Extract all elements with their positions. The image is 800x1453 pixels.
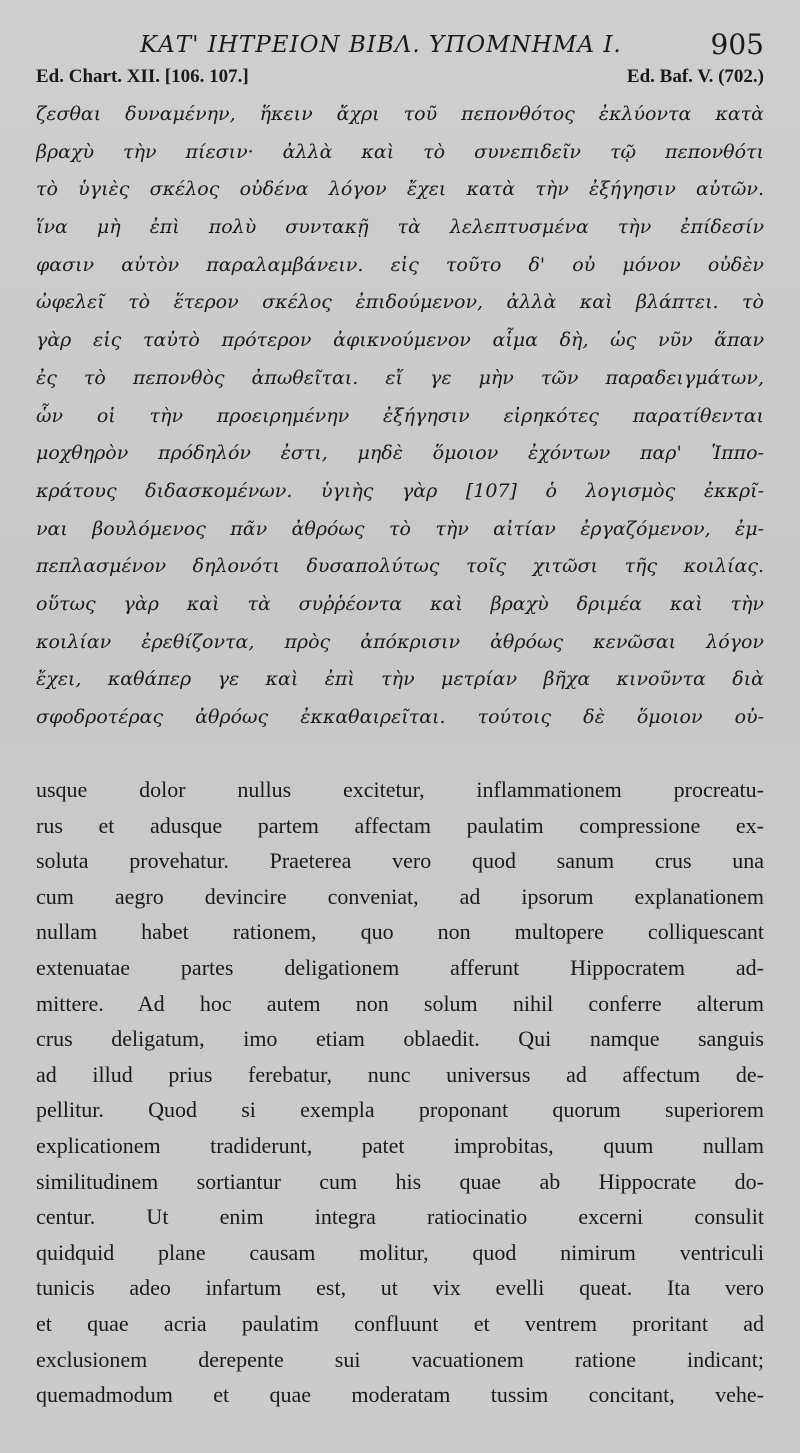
- latin-text-line: soluta provehatur. Praeterea vero quod sanum crus una: [36, 848, 764, 874]
- greek-text-line: ναι βουλόμενος πᾶν ἀθρόως τὸ τὴν αἰτίαν ἐργαζόμενον, ἐμ-: [36, 517, 764, 540]
- latin-text-line: extenuatae partes deligationem afferunt Hippocratem ad-: [36, 954, 764, 980]
- greek-text-line: γὰρ εἰς ταὐτὸ πρότερον ἀφικνούμενον αἷμα δὴ, ὡς νῦν ἅπαν: [36, 329, 764, 352]
- edition-reference-line: [36, 66, 764, 92]
- latin-text-line: quidquid plane causam molitur, quod nimirum ventriculi: [36, 1239, 764, 1265]
- greek-text-block: [36, 96, 764, 737]
- greek-text-line: πεπλασμένον δηλονότι δυσαπολύτως τοῖς χιτῶσι τῆς κοιλίας.: [36, 555, 764, 578]
- latin-text-line: quemadmodum et quae moderatam tussim concitant, vehe-: [36, 1382, 764, 1408]
- running-head: [0, 28, 800, 64]
- latin-text-block: [36, 772, 764, 1413]
- greek-text-line: ζεσθαι δυναμένην, ἥκειν ἄχρι τοῦ πεπονθότος ἐκλύοντα κατὰ: [36, 103, 764, 125]
- greek-text-line: τὸ ὑγιὲς σκέλος οὐδένα λόγον ἔχει κατὰ τὴν ἐξήγησιν αὐτῶν.: [36, 178, 764, 201]
- latin-text-line: cum aegro devincire conveniat, ad ipsorum explanationem: [36, 883, 764, 909]
- latin-text-line: tunicis adeo infartum est, ut vix evelli queat. Ita vero: [36, 1275, 764, 1301]
- greek-text-line: βραχὺ τὴν πίεσιν· ἀλλὰ καὶ τὸ συνεπιδεῖν τῷ πεπονθότι: [36, 140, 764, 163]
- latin-text-line: similitudinem sortiantur cum his quae ab Hippocrate do-: [36, 1168, 764, 1194]
- latin-text-line: ad illud prius ferebatur, nunc universus ad affectum de-: [36, 1061, 764, 1087]
- latin-text-line: nullam habet rationem, quo non multopere colliquescant: [36, 919, 764, 945]
- greek-text-line: φασιν αὐτὸν παραλαμβάνειν. εἰς τοῦτο δ' οὐ μόνον οὐδὲν: [36, 253, 764, 276]
- latin-text-line: pellitur. Quod si exempla proponant quorum superiorem: [36, 1097, 764, 1123]
- running-title: ΚΑΤ' ΙΗΤΡΕΙΟΝ ΒΙΒΛ. ΥΠΟΜΝΗΜΑ Ι.: [140, 32, 622, 58]
- latin-text-line: exclusionem derepente sui vacuationem ratione indicant;: [36, 1346, 764, 1372]
- latin-text-line: mittere. Ad hoc autem non solum nihil conferre alterum: [36, 990, 764, 1016]
- page-number: 905: [710, 28, 764, 61]
- greek-text-line: ἐς τὸ πεπονθὸς ἀπωθεῖται. εἴ γε μὴν τῶν παραδειγμάτων,: [36, 366, 764, 389]
- greek-text-line: οὕτως γὰρ καὶ τὰ συῤῥέοντα καὶ βραχὺ δριμέα καὶ τὴν: [36, 592, 764, 615]
- latin-text-line: usque dolor nullus excitetur, inflammationem procreatu-: [36, 777, 764, 802]
- greek-text-line: κοιλίαν ἐρεθίζοντα, πρὸς ἀπόκρισιν ἀθρόως κενῶσαι λόγον: [36, 630, 764, 653]
- latin-text-line: crus deligatum, imo etiam oblaedit. Qui namque sanguis: [36, 1026, 764, 1052]
- greek-text-line: ὠφελεῖ τὸ ἕτερον σκέλος ἐπιδούμενον, ἀλλὰ καὶ βλάπτει. τὸ: [36, 291, 764, 314]
- greek-text-line: ἵνα μὴ ἐπὶ πολὺ συντακῇ τὰ λελεπτυσμένα τὴν ἐπίδεσίν: [36, 216, 764, 239]
- latin-text-line: rus et adusque partem affectam paulatim compressione ex-: [36, 812, 764, 838]
- greek-text-line: σφοδροτέρας ἀθρόως ἐκκαθαιρεῖται. τούτοις δὲ ὅμοιον οὐ-: [36, 706, 764, 728]
- latin-text-line: et quae acria paulatim confluunt et ventrem proritant ad: [36, 1310, 764, 1336]
- latin-text-line: explicationem tradiderunt, patet improbitas, quum nullam: [36, 1132, 764, 1158]
- greek-text-line: μοχθηρὸν πρόδηλόν ἐστι, μηδὲ ὅμοιον ἐχόντων παρ' Ἱππο-: [36, 442, 764, 465]
- greek-text-line: κράτους διδασκομένων. ὑγιὴς γὰρ [107] ὁ λογισμὸς ἐκκρῖ-: [36, 479, 764, 502]
- latin-text-line: centur. Ut enim integra ratiocinatio excerni consulit: [36, 1204, 764, 1230]
- greek-text-line: ἔχει, καθάπερ γε καὶ ἐπὶ τὴν μετρίαν βῆχα κινοῦντα διὰ: [36, 668, 764, 691]
- edition-reference-chartier: Ed. Chart. XII. [106. 107.]: [36, 66, 249, 87]
- greek-text-line: ὧν οἱ τὴν προειρημένην ἐξήγησιν εἰρηκότες παρατίθενται: [36, 404, 764, 427]
- edition-reference-basel: Ed. Baf. V. (702.): [626, 66, 764, 87]
